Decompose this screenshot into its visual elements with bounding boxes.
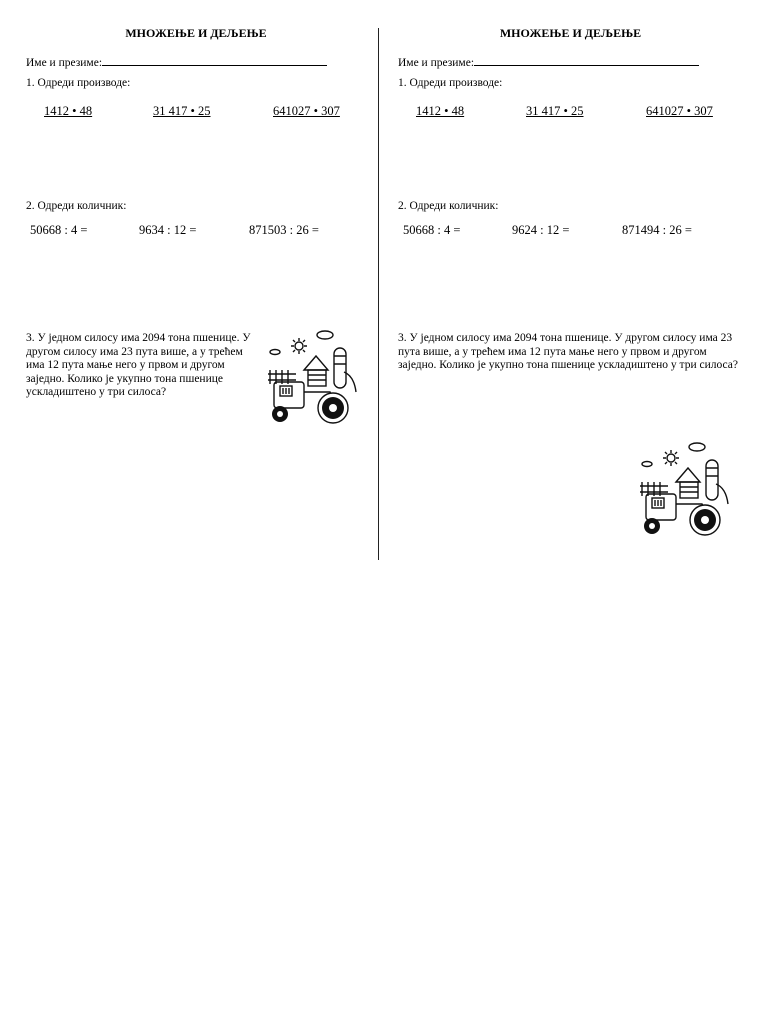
product-1: 1412 • 48 <box>44 104 93 118</box>
name-blank-line <box>102 55 327 66</box>
worksheet-title: МНОЖЕЊЕ И ДЕЉЕЊЕ <box>125 26 267 40</box>
name-label: Име и презиме: <box>26 57 103 69</box>
quotient-1: 50668 : 4 = <box>403 223 461 237</box>
product-3: 641027 • 307 <box>273 104 340 118</box>
quotient-3: 871494 : 26 = <box>622 223 692 237</box>
quotient-2: 9624 : 12 = <box>512 223 570 237</box>
name-field <box>398 55 699 69</box>
name-field <box>26 55 327 69</box>
task3-text: 3. У једном силосу има 2094 тона пшенице. У другом силосу има 23 пута више, а у трећем има 12 пута мање него у првом и другом заједно. Колико је укупно тона пшенице ускладиштено у три силоса? <box>26 332 251 398</box>
task2-label: 2. Одреди количник: <box>398 200 499 212</box>
product-2: 31 417 • 25 <box>526 104 584 118</box>
quotient-2: 9634 : 12 = <box>139 223 197 237</box>
quotient-1: 50668 : 4 = <box>30 223 88 237</box>
task3-text: 3. У једном силосу има 2094 тона пшенице. У другом силосу има 23 пута више, а у трећем има 12 пута мање него у првом и другом заједно. Колико је укупно тона пшенице ускладиштено у три силоса? <box>398 332 738 371</box>
task2-label: 2. Одреди количник: <box>26 200 127 212</box>
product-2: 31 417 • 25 <box>153 104 211 118</box>
worksheet-title: МНОЖЕЊЕ И ДЕЉЕЊЕ <box>499 26 642 40</box>
name-blank-line <box>474 55 699 66</box>
name-label: Име и презиме: <box>398 57 475 69</box>
task1-label: 1. Одреди производе: <box>26 77 131 89</box>
column-divider <box>378 28 379 560</box>
quotient-3: 871503 : 26 = <box>249 223 319 237</box>
farm-tractor-icon <box>640 438 732 538</box>
task1-label: 1. Одреди производе: <box>398 77 503 89</box>
farm-tractor-icon <box>268 326 360 426</box>
product-3: 641027 • 307 <box>646 104 713 118</box>
product-1: 1412 • 48 <box>416 104 465 118</box>
